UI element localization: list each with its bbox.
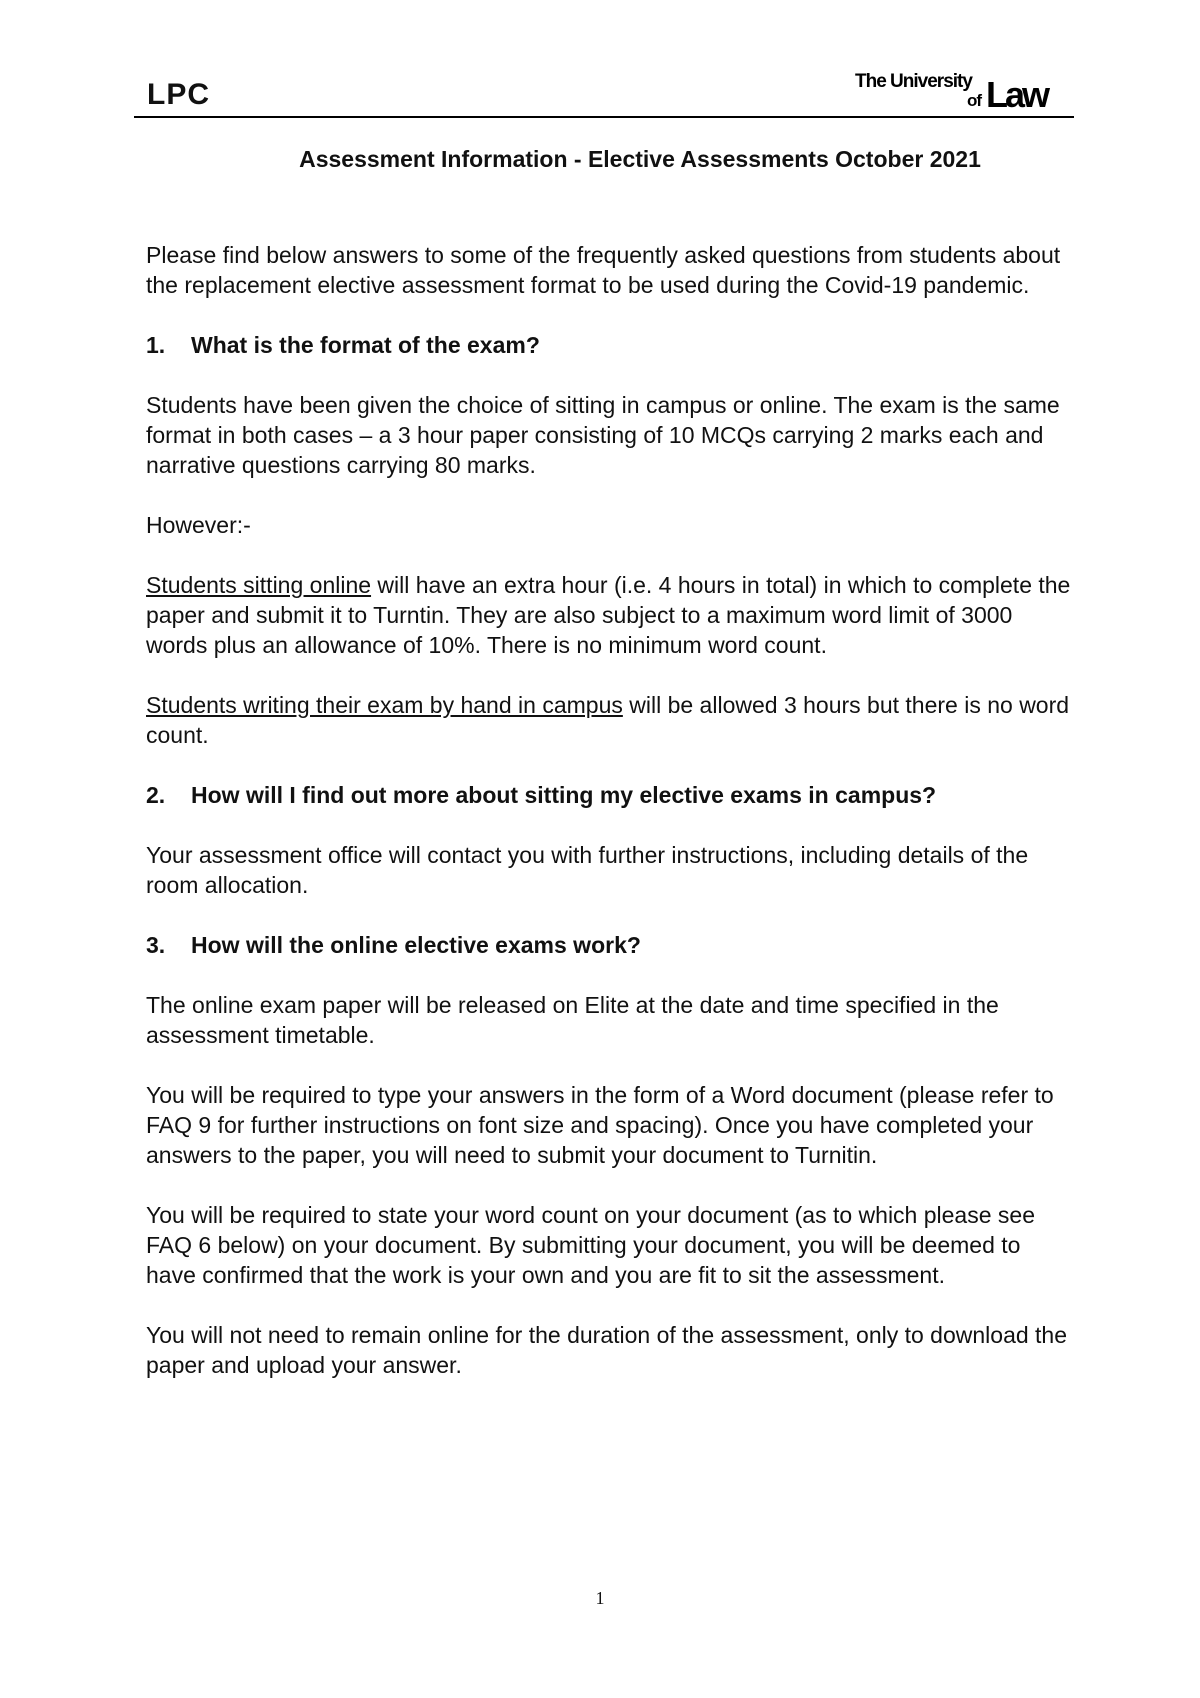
answer-paragraph: Your assessment office will contact you with further instructions, including details of the room allocation. (146, 842, 1029, 898)
answer-paragraph: You will be required to state your word count on your document (as to which please see FAQ 6 below) on your document. By submitting your document, you will be deemed to have confirmed that the work is your own and you are fit to sit the assessment. (146, 1202, 1035, 1288)
logo-text-law: Law (986, 74, 1048, 114)
question-number: 2. (146, 782, 166, 808)
page-number: 1 (595, 1588, 605, 1608)
answer-paragraph: You will be required to type your answers in the form of a Word document (please refer to FAQ 9 for further instructions on font size and spacing). Once you have completed your answers to the paper, you will need to submit your document to Turnitin. (146, 1082, 1054, 1168)
campus-rules-paragraph (146, 690, 1076, 750)
question-text: What is the format of the exam? (191, 332, 540, 358)
answer-paragraph: Students have been given the choice of sitting in campus or online. The exam is the same format in both cases – a 3 hour paper consisting of 10 MCQs carrying 2 marks each and narrative questions carrying 80 marks. (146, 392, 1060, 478)
question-2-heading (146, 780, 1076, 810)
question-number: 1. (146, 332, 166, 358)
logo-text-the-university: The University (855, 71, 972, 92)
intro-paragraph: Please find below answers to some of the frequently asked questions from students about the replacement elective assessment format to be used during the Covid-19 pandemic. (146, 242, 1061, 298)
question-1-heading (146, 330, 1076, 360)
question-text: How will the online elective exams work? (191, 932, 641, 958)
question-number: 3. (146, 932, 166, 958)
document-body (146, 240, 1076, 1410)
answer-paragraph: However:- (146, 512, 251, 538)
answer-paragraph: The online exam paper will be released on Elite at the date and time specified in the assessment timetable. (146, 992, 999, 1048)
question-text: How will I find out more about sitting my elective exams in campus? (191, 782, 937, 808)
underlined-lead: Students writing their exam by hand in campus (146, 692, 623, 718)
university-of-law-logo (855, 70, 1067, 114)
page-title: Assessment Information - Elective Assessments October 2021 (299, 146, 981, 172)
answer-paragraph: You will not need to remain online for the duration of the assessment, only to download the paper and upload your answer. (146, 1322, 1068, 1378)
logo-text-of: of (967, 91, 982, 110)
online-rules-paragraph (146, 570, 1076, 660)
question-3-heading (146, 930, 1076, 960)
paragraph-text: will be allowed 3 hours but there is no word count. (146, 692, 1070, 748)
paragraph-text: will have an extra hour (i.e. 4 hours in total) in which to complete the paper and submit it to Turntin. They are also subject to a maximum word limit of 3000 words plus an allowance of 10%. There is no minimum word count. (146, 572, 1071, 658)
header-divider (134, 116, 1074, 118)
header-label: LPC (147, 78, 210, 111)
underlined-lead: Students sitting online (146, 572, 372, 598)
